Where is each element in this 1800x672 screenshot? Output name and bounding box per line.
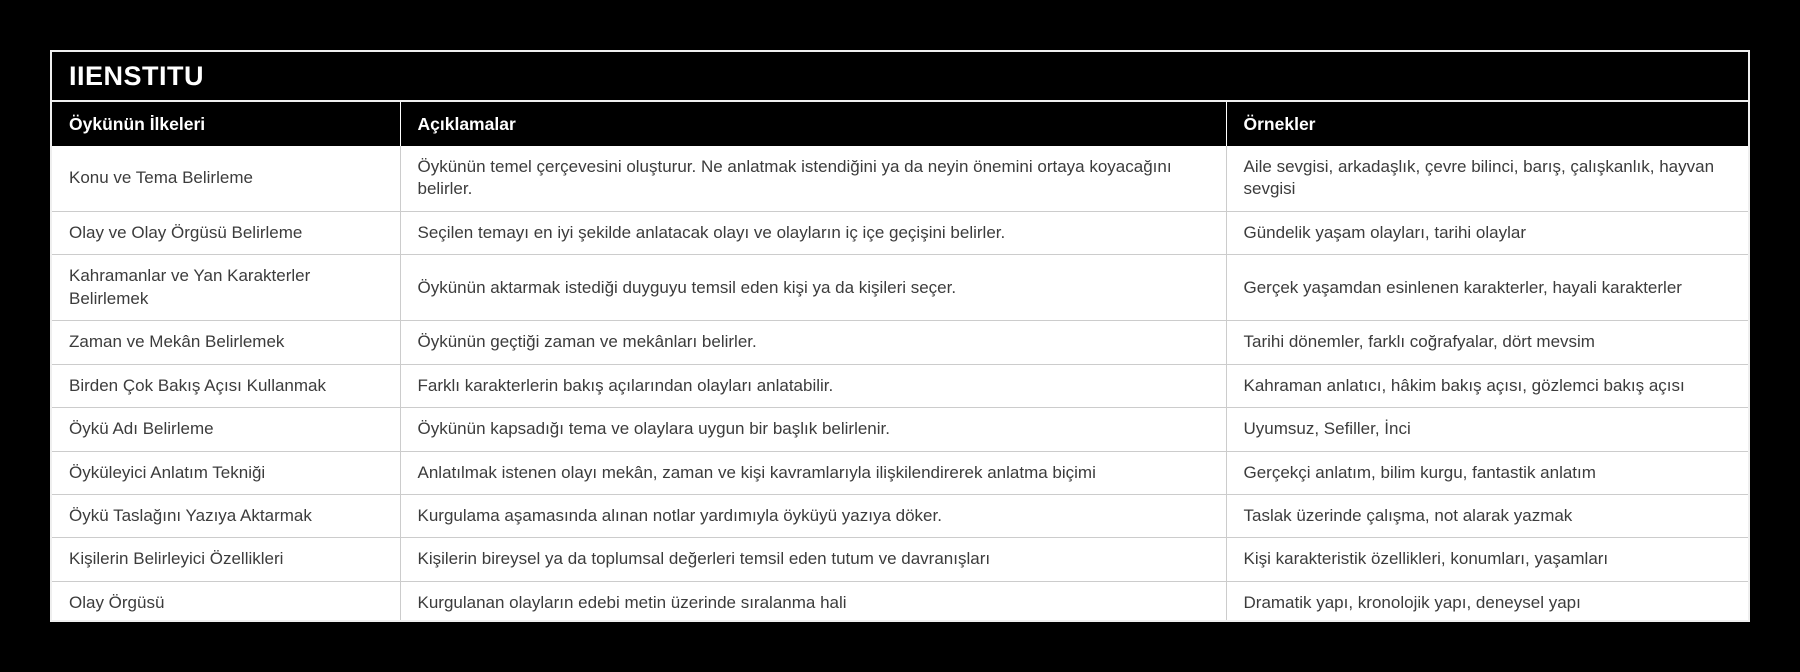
table-row <box>52 581 1750 622</box>
description-cell: Öykünün geçtiği zaman ve mekânları belirler. <box>400 321 1226 364</box>
examples-cell: Kişi karakteristik özellikleri, konumları, yaşamları <box>1226 538 1750 581</box>
table-row <box>52 494 1750 537</box>
principle-cell: Öykü Taslağını Yazıya Aktarmak <box>52 494 400 537</box>
description-cell: Anlatılmak istenen olayı mekân, zaman ve kişi kavramlarıyla ilişkilendirerek anlatma biçimi <box>400 451 1226 494</box>
description-cell: Kişilerin bireysel ya da toplumsal değerleri temsil eden tutum ve davranışları <box>400 538 1226 581</box>
principle-cell: Zaman ve Mekân Belirlemek <box>52 321 400 364</box>
table-row <box>52 321 1750 364</box>
principle-cell: Öykü Adı Belirleme <box>52 408 400 451</box>
brand-title: IIENSTITU <box>69 60 205 91</box>
description-cell: Kurgulanan olayların edebi metin üzerinde sıralanma hali <box>400 581 1226 622</box>
examples-cell: Dramatik yapı, kronolojik yapı, deneysel yapı <box>1226 581 1750 622</box>
examples-cell: Gündelik yaşam olayları, tarihi olaylar <box>1226 211 1750 254</box>
table-row <box>52 146 1750 211</box>
table-row <box>52 364 1750 407</box>
principle-cell: Olay ve Olay Örgüsü Belirleme <box>52 211 400 254</box>
principle-cell: Kahramanlar ve Yan Karakterler Belirlemek <box>52 255 400 321</box>
description-cell: Öykünün kapsadığı tema ve olaylara uygun bir başlık belirlenir. <box>400 408 1226 451</box>
examples-cell: Taslak üzerinde çalışma, not alarak yazmak <box>1226 494 1750 537</box>
description-cell: Öykünün aktarmak istediği duyguyu temsil eden kişi ya da kişileri seçer. <box>400 255 1226 321</box>
description-cell: Öykünün temel çerçevesini oluşturur. Ne anlatmak istendiğini ya da neyin önemini ortaya koyacağını belirler. <box>400 146 1226 211</box>
column-header-descriptions: Açıklamalar <box>400 102 1226 146</box>
examples-cell: Kahraman anlatıcı, hâkim bakış açısı, gözlemci bakış açısı <box>1226 364 1750 407</box>
examples-cell: Tarihi dönemler, farklı coğrafyalar, dört mevsim <box>1226 321 1750 364</box>
description-cell: Seçilen temayı en iyi şekilde anlatacak olayı ve olayların iç içe geçişini belirler. <box>400 211 1226 254</box>
description-cell: Kurgulama aşamasında alınan notlar yardımıyla öyküyü yazıya döker. <box>400 494 1226 537</box>
header-row <box>52 102 1750 146</box>
column-header-principles: Öykünün İlkeleri <box>52 102 400 146</box>
table-row <box>52 451 1750 494</box>
table-row <box>52 255 1750 321</box>
principle-cell: Olay Örgüsü <box>52 581 400 622</box>
principle-cell: Kişilerin Belirleyici Özellikleri <box>52 538 400 581</box>
table-row <box>52 211 1750 254</box>
table-row <box>52 538 1750 581</box>
brand-bar <box>52 52 1748 102</box>
story-principles-table <box>52 102 1750 622</box>
story-principles-card <box>50 50 1750 622</box>
table-row <box>52 408 1750 451</box>
principle-cell: Öyküleyici Anlatım Tekniği <box>52 451 400 494</box>
examples-cell: Gerçekçi anlatım, bilim kurgu, fantastik anlatım <box>1226 451 1750 494</box>
description-cell: Farklı karakterlerin bakış açılarından olayları anlatabilir. <box>400 364 1226 407</box>
principle-cell: Birden Çok Bakış Açısı Kullanmak <box>52 364 400 407</box>
examples-cell: Aile sevgisi, arkadaşlık, çevre bilinci, barış, çalışkanlık, hayvan sevgisi <box>1226 146 1750 211</box>
examples-cell: Gerçek yaşamdan esinlenen karakterler, hayali karakterler <box>1226 255 1750 321</box>
examples-cell: Uyumsuz, Sefiller, İnci <box>1226 408 1750 451</box>
principle-cell: Konu ve Tema Belirleme <box>52 146 400 211</box>
column-header-examples: Örnekler <box>1226 102 1750 146</box>
